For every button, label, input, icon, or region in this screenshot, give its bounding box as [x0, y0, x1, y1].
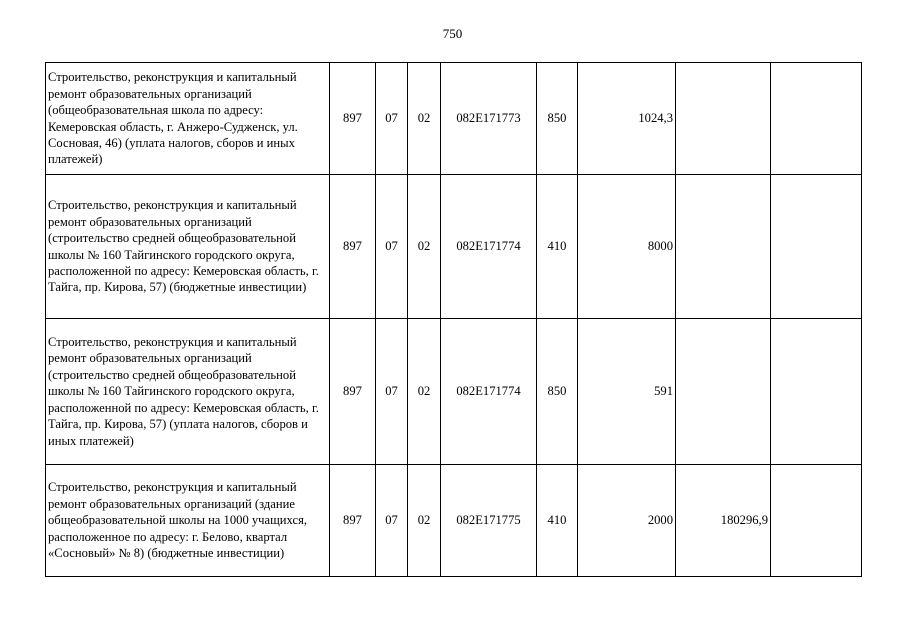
section-cell: 07	[376, 63, 408, 175]
amount-3-cell	[771, 175, 862, 319]
amount-2-cell	[676, 319, 771, 465]
expense-type-cell: 850	[537, 319, 578, 465]
subsection-cell: 02	[408, 175, 441, 319]
page-number: 750	[442, 26, 463, 41]
section-cell: 07	[376, 175, 408, 319]
amount-2-cell: 180296,9	[676, 465, 771, 577]
expense-type-cell: 850	[537, 63, 578, 175]
ministry-cell: 897	[330, 175, 376, 319]
table-row	[46, 63, 862, 175]
ministry-cell: 897	[330, 319, 376, 465]
subsection-cell: 02	[408, 465, 441, 577]
ministry-cell: 897	[330, 63, 376, 175]
description-cell: Строительство, реконструкция и капитальный ремонт образовательных организаций (строительство средней общеобразовательной школы № 160 Тайгинского городского округа, расположенной по адресу: Кемеровская область, г. Тайга, пр. Кирова, 57) (уплата налогов, сборов и иных платежей)	[46, 319, 330, 465]
table-row	[46, 175, 862, 319]
budget-table	[45, 62, 862, 577]
description-cell: Строительство, реконструкция и капитальный ремонт образовательных организаций (строительство средней общеобразовательной школы № 160 Тайгинского городского округа, расположенной по адресу: Кемеровская область, г. Тайга, пр. Кирова, 57) (бюджетные инвестиции)	[46, 175, 330, 319]
subsection-cell: 02	[408, 63, 441, 175]
amount-3-cell	[771, 465, 862, 577]
section-cell: 07	[376, 465, 408, 577]
expense-type-cell: 410	[537, 175, 578, 319]
amount-1-cell: 8000	[578, 175, 676, 319]
amount-2-cell	[676, 175, 771, 319]
table-row	[46, 465, 862, 577]
target-article-cell: 082E171774	[441, 319, 537, 465]
target-article-cell: 082E171773	[441, 63, 537, 175]
amount-1-cell: 1024,3	[578, 63, 676, 175]
subsection-cell: 02	[408, 319, 441, 465]
expense-type-cell: 410	[537, 465, 578, 577]
ministry-cell: 897	[330, 465, 376, 577]
amount-3-cell	[771, 319, 862, 465]
section-cell: 07	[376, 319, 408, 465]
amount-3-cell	[771, 63, 862, 175]
amount-2-cell	[676, 63, 771, 175]
table-row	[46, 319, 862, 465]
target-article-cell: 082E171775	[441, 465, 537, 577]
target-article-cell: 082E171774	[441, 175, 537, 319]
description-cell: Строительство, реконструкция и капитальный ремонт образовательных организаций (здание общеобразовательной школы на 1000 учащихся, расположенное по адресу: г. Белово, квартал «Сосновый» № 8) (бюджетные инвестиции)	[46, 465, 330, 577]
description-cell: Строительство, реконструкция и капитальный ремонт образовательных организаций (общеобразовательная школа по адресу: Кемеровская область, г. Анжеро-Судженск, ул. Сосновая, 46) (уплата налогов, сборов и иных платежей)	[46, 63, 330, 175]
amount-1-cell: 591	[578, 319, 676, 465]
amount-1-cell: 2000	[578, 465, 676, 577]
